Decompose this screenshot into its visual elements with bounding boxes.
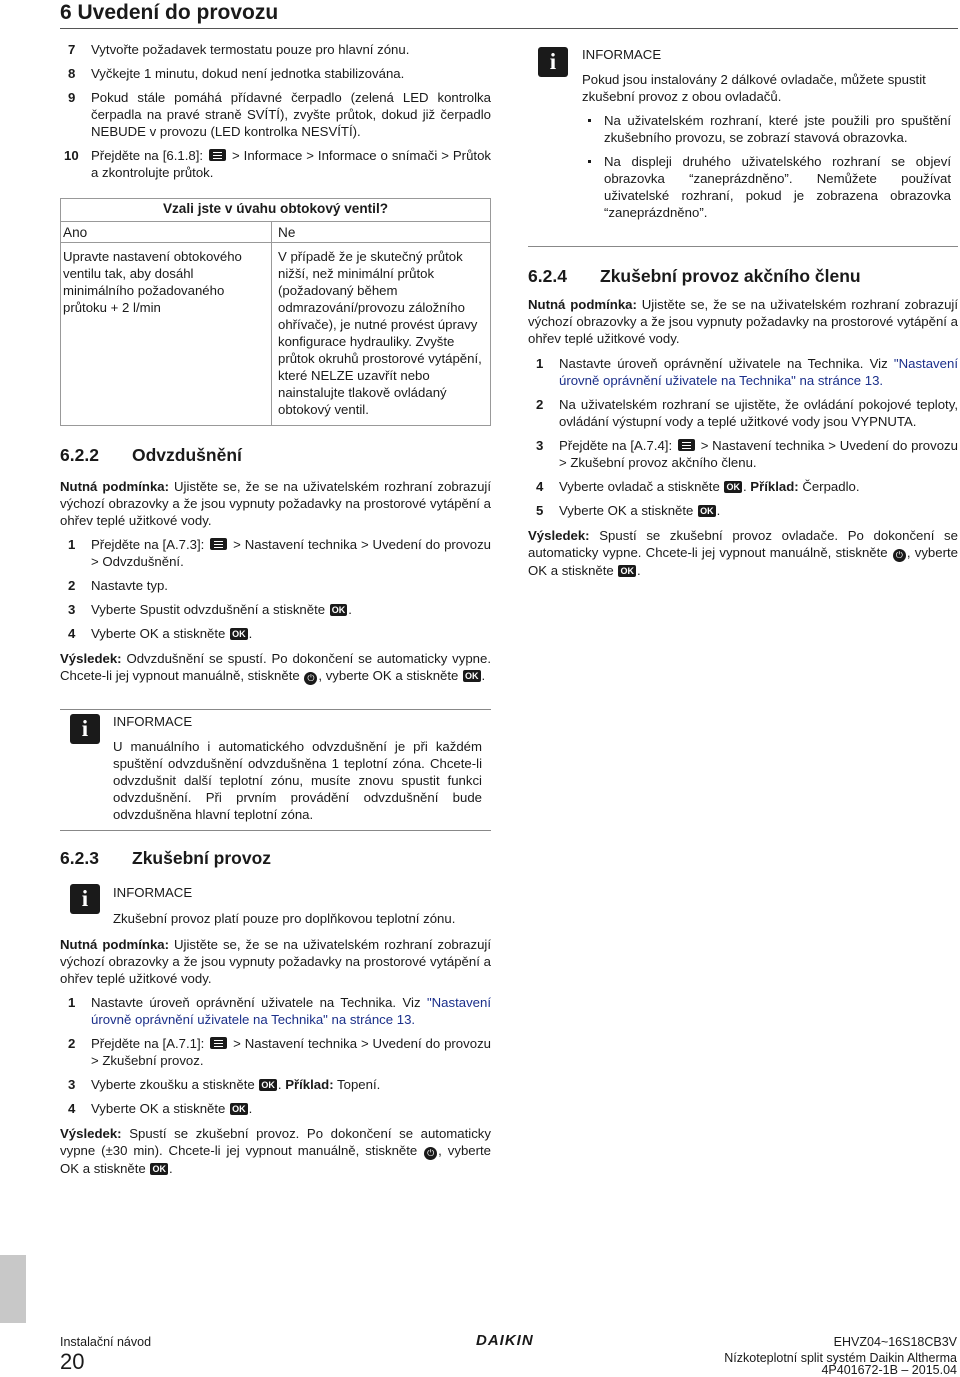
info-divider xyxy=(60,830,491,831)
daikin-logo: DAIKIN xyxy=(476,1332,534,1349)
ok-button-icon: OK xyxy=(331,605,346,615)
info-title: INFORMACE xyxy=(582,47,662,62)
flow-question: Vzali jste v úvahu obtokový ventil? xyxy=(162,201,389,216)
precondition: Nutná podmínka: Ujistěte se, že se na uživatelském rozhraní zobrazují výchozí obrazovky a že jsou vypnuty požadavky na prostorové vytápění a ohřev teplé užitkové vody. xyxy=(528,297,959,346)
info-title: INFORMACE xyxy=(113,714,193,729)
list-item: 3 Přejděte na [A.7.4]: > Nastavení technika > Uvedení do provozu > Zkušební provoz akčního členu. xyxy=(536,438,958,470)
flow-yes-text: Upravte nastavení obtokového ventilu tak, aby dosáhl minimálního požadovaného průtoku + 2 l/min xyxy=(63,249,242,315)
list-item: 4 Vyberte OK a stiskněte OK . xyxy=(68,1101,253,1116)
ok-button-icon: OK xyxy=(726,482,740,492)
ok-button-icon: OK xyxy=(232,629,246,639)
info-title: INFORMACE xyxy=(113,885,193,900)
info-divider xyxy=(60,709,491,710)
list-item: 1 Přejděte na [A.7.3]: > Nastavení technika > Uvedení do provozu > Odvzdušnění. xyxy=(68,537,492,569)
footer-system: Nízkoteplotní split systém Daikin Altherma xyxy=(724,1351,957,1365)
section-zkusebni-provoz-akcniho-clenu xyxy=(528,265,958,586)
page-title: 6 Uvedení do provozu xyxy=(60,1,279,24)
flow-no-text: V případě že je skutečný průtok nižší, než minimální průtok (požadovaný během odmrazování/provozu záložního ohřívače), je nutné provést úpravy konfigurace hydrauliky. Zvyšte průtok okruhů prostorové vytápění, které NELZE uzavřít nebo nainstalujte tlakově ovládaný obtokový ventil. xyxy=(278,249,482,417)
list-item: Na uživatelském rozhraní, které jste použili pro spuštění zkušebního provozu, se zobrazí stavová obrazovka. xyxy=(582,112,951,146)
info-icon: i xyxy=(538,47,568,77)
result: Výsledek: Odvzdušnění se spustí. Po dokončení se automaticky vypne. Chcete-li jej vypnout manuálně, stiskněte ⏻ , vyberte OK a stiskněte OK . xyxy=(60,651,492,683)
table-divider xyxy=(60,221,491,222)
power-button-icon: ⏻ xyxy=(424,1147,437,1160)
precondition: Nutná podmínka: Ujistěte se, že se na uživatelském rozhraní zobrazují výchozí obrazovky a že jsou vypnuty požadavky na prostorové vytápění a ohřev teplé užitkové vody. xyxy=(60,479,491,528)
list-item: Na displeji druhého uživatelského rozhraní se objeví obrazovka “zaneprázdněno”. Nemůžete používat uživatelské rozhraní, pokud je zobrazena obrazovka “zaneprázdněno”. xyxy=(582,153,951,221)
info-text: Zkušební provoz platí pouze pro doplňkovou teplotní zónu. xyxy=(113,911,456,926)
footer-page-number: 20 xyxy=(60,1349,85,1374)
section-zkusebni-provoz-heading xyxy=(60,847,491,869)
section-heading: 6.2.2 Odvzdušnění xyxy=(60,445,242,465)
footer-doc-code: 4P401672-1B – 2015.04 xyxy=(821,1363,957,1377)
ok-button-icon: OK xyxy=(620,566,634,576)
menu-icon xyxy=(209,149,226,161)
list-item: 4 Vyberte OK a stiskněte OK . xyxy=(68,626,253,641)
table-border-bottom xyxy=(60,425,491,426)
menu-icon xyxy=(210,538,227,550)
table-border-left xyxy=(60,198,61,426)
section-heading: 6.2.3 Zkušební provoz xyxy=(60,848,272,868)
list-item: 2 Nastavte typ. xyxy=(68,578,168,593)
flow-yes-label: Ano xyxy=(63,225,88,240)
page-margin-tab xyxy=(0,1255,26,1323)
list-item: 1 Nastavte úroveň oprávnění uživatele na Technika. Viz "Nastavení úrovně oprávnění uživatele na Technika" na stránce 13. xyxy=(536,356,958,388)
list-item: 4 Vyberte ovladač a stiskněte OK . Příklad: Čerpadlo. xyxy=(536,479,860,494)
list-item: 2 Na uživatelském rozhraní se ujistěte, že ovládání pokojové teploty, ovládání výstupní vody a teplé užitkové vody jsou VYPNUTA. xyxy=(536,397,958,429)
table-border-right xyxy=(490,198,491,426)
info-icon: i xyxy=(70,884,100,914)
list-item: 3 Vyberte Spustit odvzdušnění a stiskněte OK . xyxy=(68,602,352,617)
cross-reference-link[interactable]: "Nastavení úrovně oprávnění uživatele na Technika" na stránce 13. xyxy=(91,995,491,1027)
list-item: 9 Pokud stále pomáhá přídavné čerpadlo (zelená LED kontrolka čerpadla na pravé straně SVÍTÍ), zvyšte průtok, dokud již čerpadlo NEBUDE v provozu (LED kontrolka NESVÍTÍ). xyxy=(68,90,491,139)
menu-icon xyxy=(678,439,695,451)
list-item: 2 Přejděte na [A.7.1]: > Nastavení technika > Uvedení do provozu > Zkušební provoz. xyxy=(68,1036,492,1068)
info-text: U manuálního i automatického odvzdušnění je při každém spuštění odvzdušnění odvzdušněna 1 teplotní zóna. Chcete-li odvzdušnit další teplotní zónu, musíte znovu spustit funkci odvzdušnění. Při prvním provádění odvzdušnění bude odvzdušněna hlavní teplotní zóna. xyxy=(113,739,482,822)
section-heading: 6.2.4 Zkušební provoz akčního členu xyxy=(528,266,861,286)
result: Výsledek: Spustí se zkušební provoz ovladače. Po dokončení se automaticky vypne. Chcete-li jej vypnout manuálně, stiskněte ⏻ , vyberte OK a stiskněte OK . xyxy=(528,528,958,578)
footer-doc-type: Instalační návod xyxy=(60,1335,152,1349)
list-item: 5 Vyberte OK a stiskněte OK . xyxy=(536,503,721,518)
section-odvzdusneni xyxy=(60,444,491,692)
section-zkusebni-provoz xyxy=(60,936,491,1184)
cross-reference-link[interactable]: "Nastavení úrovně oprávnění uživatele na Technika" na stránce 13. xyxy=(559,356,958,388)
list-item: 7 Vytvořte požadavek termostatu pouze pro hlavní zónu. xyxy=(68,42,410,57)
flow-no-label: Ne xyxy=(278,225,296,240)
table-border-middle xyxy=(271,221,272,426)
left-steps-top xyxy=(60,41,491,188)
menu-icon xyxy=(210,1037,227,1049)
list-item: 1 Nastavte úroveň oprávnění uživatele na Technika. Viz "Nastavení úrovně oprávnění uživatele na Technika" na stránce 13. xyxy=(68,995,491,1027)
table-border-top xyxy=(60,198,491,199)
footer-model: EHVZ04~16S18CB3V xyxy=(833,1335,957,1349)
list-item: 8 Vyčkejte 1 minutu, dokud není jednotka stabilizována. xyxy=(68,66,405,81)
info-divider xyxy=(528,246,958,247)
info-icon: i xyxy=(70,714,100,744)
power-button-icon: ⏻ xyxy=(304,672,317,685)
ok-button-icon: OK xyxy=(232,1104,246,1114)
ok-button-icon: OK xyxy=(700,506,714,516)
right-info-box xyxy=(582,71,951,228)
ok-button-icon: OK xyxy=(152,1164,166,1174)
title-divider xyxy=(60,28,958,29)
power-button-icon: ⏻ xyxy=(893,549,906,562)
ok-button-icon: OK xyxy=(465,671,479,681)
ok-button-icon: OK xyxy=(261,1080,275,1090)
result: Výsledek: Spustí se zkušební provoz. Po dokončení se automaticky vypne (±30 min). Chcete-li jej vypnout manuálně, stiskněte ⏻ , vyberte OK a stiskněte OK . xyxy=(60,1126,491,1176)
list-item: 3 Vyberte zkoušku a stiskněte OK . Příklad: Topení. xyxy=(68,1077,381,1092)
list-item: 10 Přejděte na [6.1.8]: > Informace > Informace o snímači > Průtok a zkontrolujte průtok. xyxy=(64,148,491,180)
table-divider xyxy=(60,242,491,243)
precondition: Nutná podmínka: Ujistěte se, že se na uživatelském rozhraní zobrazují výchozí obrazovky a že jsou vypnuty požadavky na prostorové vytápění a ohřev teplé užitkové vody. xyxy=(60,937,491,986)
info-text: Pokud jsou instalovány 2 dálkové ovladače, můžete spustit zkušební provoz z obou ovladačů. xyxy=(582,72,926,104)
